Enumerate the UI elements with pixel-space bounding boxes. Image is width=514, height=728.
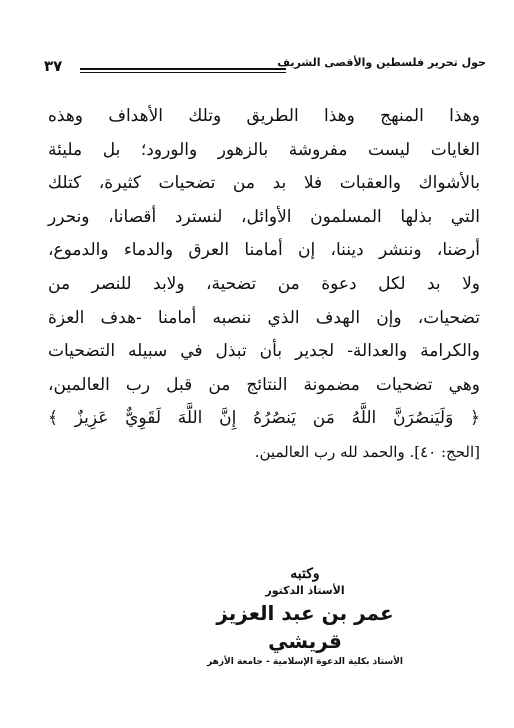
quran-verse: ﴿ وَلَيَنصُرَنَّ اللَّهُ مَن يَنصُرُهُ إِنَّ اللَّهَ لَقَوِيٌّ عَزِيزٌ ﴾	[48, 408, 480, 429]
header-rule	[80, 68, 286, 73]
text-line: بالأشواك والعقبات فلا بد من تضحيات كثيرة، كتلك	[48, 173, 480, 194]
signature-block	[190, 565, 420, 669]
verse-citation: [الحج: ٤٠]. والحمد لله رب العالمين.	[254, 442, 480, 461]
author-name: عمر بن عبد العزيز قريشي	[216, 601, 394, 653]
signature-wakatabahu: وكتبه	[290, 566, 320, 582]
text-line: الغايات ليست مفروشة بالزهور والورود؛ بل مليئة	[48, 139, 480, 160]
text-line: أرضنا، وننشر ديننا، إن أمامنا العرق والدماء والدموع،	[48, 240, 480, 261]
body-text	[48, 100, 480, 470]
author-title: الأستاذ الدكتور	[265, 584, 345, 597]
text-line: التي بذلها المسلمون الأوائل، لنسترد أقصانا، ونحرر	[48, 206, 480, 227]
text-line: وهي تضحيات مضمونة النتائج من قبل رب العالمين،	[48, 374, 480, 395]
page-header	[44, 56, 486, 78]
text-line: ولا بد لكل دعوة من تضحية، ولابد للنصر من	[48, 273, 480, 294]
text-line: تضحيات، وإن الهدف الذي ننصبه أمامنا -هدف العزة	[48, 307, 480, 328]
page-number: ٣٧	[44, 57, 63, 75]
author-affiliation: الأستاذ بكلية الدعوة الإسلامية - جامعة الأزهر	[207, 657, 403, 667]
running-title: حول تحرير فلسطين والأقصى الشريف	[277, 56, 486, 69]
text-line: وهذا المنهج وهذا الطريق وتلك الأهداف وهذه	[48, 106, 480, 126]
text-line: والكرامة والعدالة- لجدير بأن تبذل في سبيله التضحيات	[48, 341, 480, 362]
